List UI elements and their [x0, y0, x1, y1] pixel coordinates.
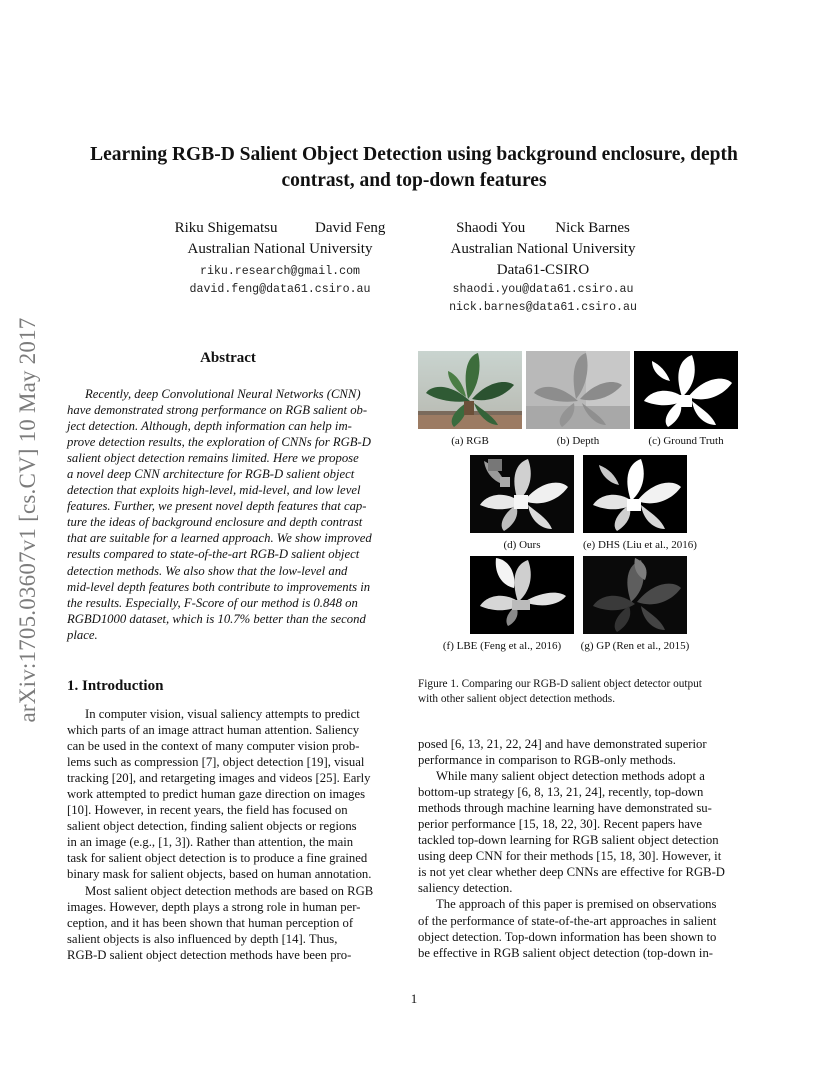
rightcol-line: While many salient object detection methods adopt a: [436, 769, 705, 784]
rightcol-line: using deep CNN for their methods [15, 18, 30]. However, it: [418, 849, 722, 864]
intro-heading: 1. Introduction: [67, 678, 164, 694]
abstract-line: that are suitable for a learned approach. We show improved: [67, 531, 372, 546]
abstract-line: detection methods. We also show that the low-level and: [67, 563, 348, 578]
caption-d: (d) Ours: [503, 539, 541, 551]
right-column-body: [418, 736, 738, 961]
rightcol-line: perior performance [15, 18, 22, 30]. Recent papers have: [418, 817, 702, 832]
rightcol-line: The approach of this paper is premised on observations: [436, 897, 717, 912]
figure-lbe-image: [470, 556, 574, 634]
figure-dhs-image: [583, 455, 687, 533]
caption-g: (g) GP (Ren et al., 2015): [580, 640, 690, 652]
intro-line: salient object detection, finding salient objects or regions: [67, 819, 357, 834]
email-david[interactable]: david.feng@data61.csiro.au: [189, 283, 371, 296]
abstract-line: RGBD1000 dataset, which is 10.7% better than the second: [67, 611, 366, 626]
rightcol-line: saliency detection.: [418, 881, 513, 896]
rightcol-line: object detection. Top-down information has been shown to: [418, 929, 717, 944]
rightcol-line: bottom-up strategy [6, 8, 13, 21, 24], recently, top-down: [418, 785, 704, 800]
abstract-line: features. Further, we present novel depth features that cap-: [67, 499, 367, 514]
abstract-line: detection that exploits high-level, mid-level, and low level: [67, 483, 361, 498]
caption-b: (b) Depth: [556, 435, 600, 447]
abstract-line: salient object detection remains limited. Here we propose: [67, 451, 359, 466]
abstract-line: a novel deep CNN architecture for RGB-D salient object: [67, 467, 355, 482]
abstract-line: prove detection results, the exploration of CNNs for RGB-D: [67, 435, 371, 450]
figure-ours-image: [470, 455, 574, 533]
figure-depth-image: [526, 351, 630, 429]
abstract-line: have demonstrated strong performance on RGB salient ob-: [67, 403, 368, 418]
intro-body: [67, 706, 389, 963]
affiliation-right-2: Data61-CSIRO: [496, 262, 590, 278]
figure-rgb-image: [418, 351, 522, 429]
author-names-left: Riku Shigematsu David Feng: [174, 220, 386, 236]
intro-line: can be used in the context of many computer vision prob-: [67, 739, 360, 754]
abstract-line: ject detection. Although, depth information can help im-: [67, 419, 352, 434]
abstract-heading: Abstract: [200, 350, 256, 366]
intro-line: In computer vision, visual saliency attempts to predict: [85, 707, 360, 721]
affiliation-left: Australian National University: [187, 241, 373, 257]
arxiv-stamp: arXiv:1705.03607v1 [cs.CV] 10 May 2017: [15, 317, 40, 723]
email-riku[interactable]: riku.research@gmail.com: [199, 265, 361, 278]
affiliation-right: Australian National University: [450, 241, 636, 257]
intro-line: in an image (e.g., [1, 3]). Rather than attention, the main: [67, 835, 354, 850]
intro-line: ception, and it has been shown that human perception of: [67, 915, 354, 930]
intro-line: task for salient object detection is to produce a fine grained: [67, 851, 368, 866]
caption-c: (c) Ground Truth: [648, 435, 724, 447]
rightcol-line: posed [6, 13, 21, 22, 24] and have demonstrated superior: [418, 737, 707, 751]
authors-right: [428, 218, 658, 317]
abstract-line: place.: [67, 627, 98, 642]
intro-line: binary mask for salient objects, based on human annotation.: [67, 867, 372, 882]
intro-line: lems such as compression [7], object detection [19], visual: [67, 755, 365, 770]
caption-e: (e) DHS (Liu et al., 2016): [583, 539, 697, 551]
abstract-line: ture the ideas of background enclosure and depth contrast: [67, 515, 363, 530]
abstract-line: mid-level depth features both contribute to improvements in: [67, 579, 371, 594]
intro-line: salient objects is also influenced by depth [14]. Thus,: [67, 931, 338, 946]
author-names-right: Shaodi You Nick Barnes: [456, 220, 630, 236]
figure-ground-truth-image: [634, 351, 738, 429]
rightcol-line: be effective in RGB salient object detection (top-down in-: [418, 945, 714, 960]
abstract-line: the results. Especially, F-Score of our method is 0.848 on: [67, 595, 358, 610]
intro-line: Most salient object detection methods are based on RGB: [85, 883, 374, 898]
caption-f: (f) LBE (Feng et al., 2016): [442, 640, 562, 652]
caption-a: (a) RGB: [451, 435, 489, 447]
page-number: 1: [410, 991, 418, 1006]
rightcol-line: tackled top-down learning for RGB salient object detection: [418, 833, 719, 848]
abstract-body: [67, 386, 389, 643]
email-nick[interactable]: nick.barnes@data61.csiro.au: [449, 301, 637, 314]
intro-line: RGB-D salient object detection methods have been pro-: [67, 947, 352, 962]
paper-title: Learning RGB-D Salient Object Detection using background enclosure, depth contrast, and top-down features: [90, 144, 738, 191]
abstract-line: Recently, deep Convolutional Neural Networks (CNN): [85, 387, 361, 401]
rightcol-line: of the performance of state-of-the-art approaches in salient: [418, 913, 717, 928]
figure-1-caption: Figure 1. Comparing our RGB-D salient object detector output with other salient object detection methods.: [418, 678, 702, 705]
intro-line: images. However, depth plays a strong role in human per-: [67, 899, 361, 914]
intro-line: which parts of an image attract human attention. Saliency: [67, 723, 360, 738]
abstract-line: results compared to state-of-the-art RGB-D salient object: [67, 547, 360, 562]
rightcol-line: is not yet clear whether deep CNNs are effective for RGB-D: [418, 865, 725, 880]
email-shaodi[interactable]: shaodi.you@data61.csiro.au: [452, 283, 634, 296]
rightcol-line: methods through machine learning have demonstrated su-: [418, 801, 712, 816]
intro-line: work attempted to predict human gaze direction on images: [67, 787, 366, 802]
rightcol-line: performance in comparison to RGB-only methods.: [418, 753, 676, 768]
authors-left: [150, 218, 410, 299]
intro-line: tracking [20], and retargeting images and videos [25]. Early: [67, 771, 371, 786]
figure-gp-image: [583, 556, 687, 634]
intro-line: [10]. However, in recent years, the field has focused on: [67, 803, 348, 818]
